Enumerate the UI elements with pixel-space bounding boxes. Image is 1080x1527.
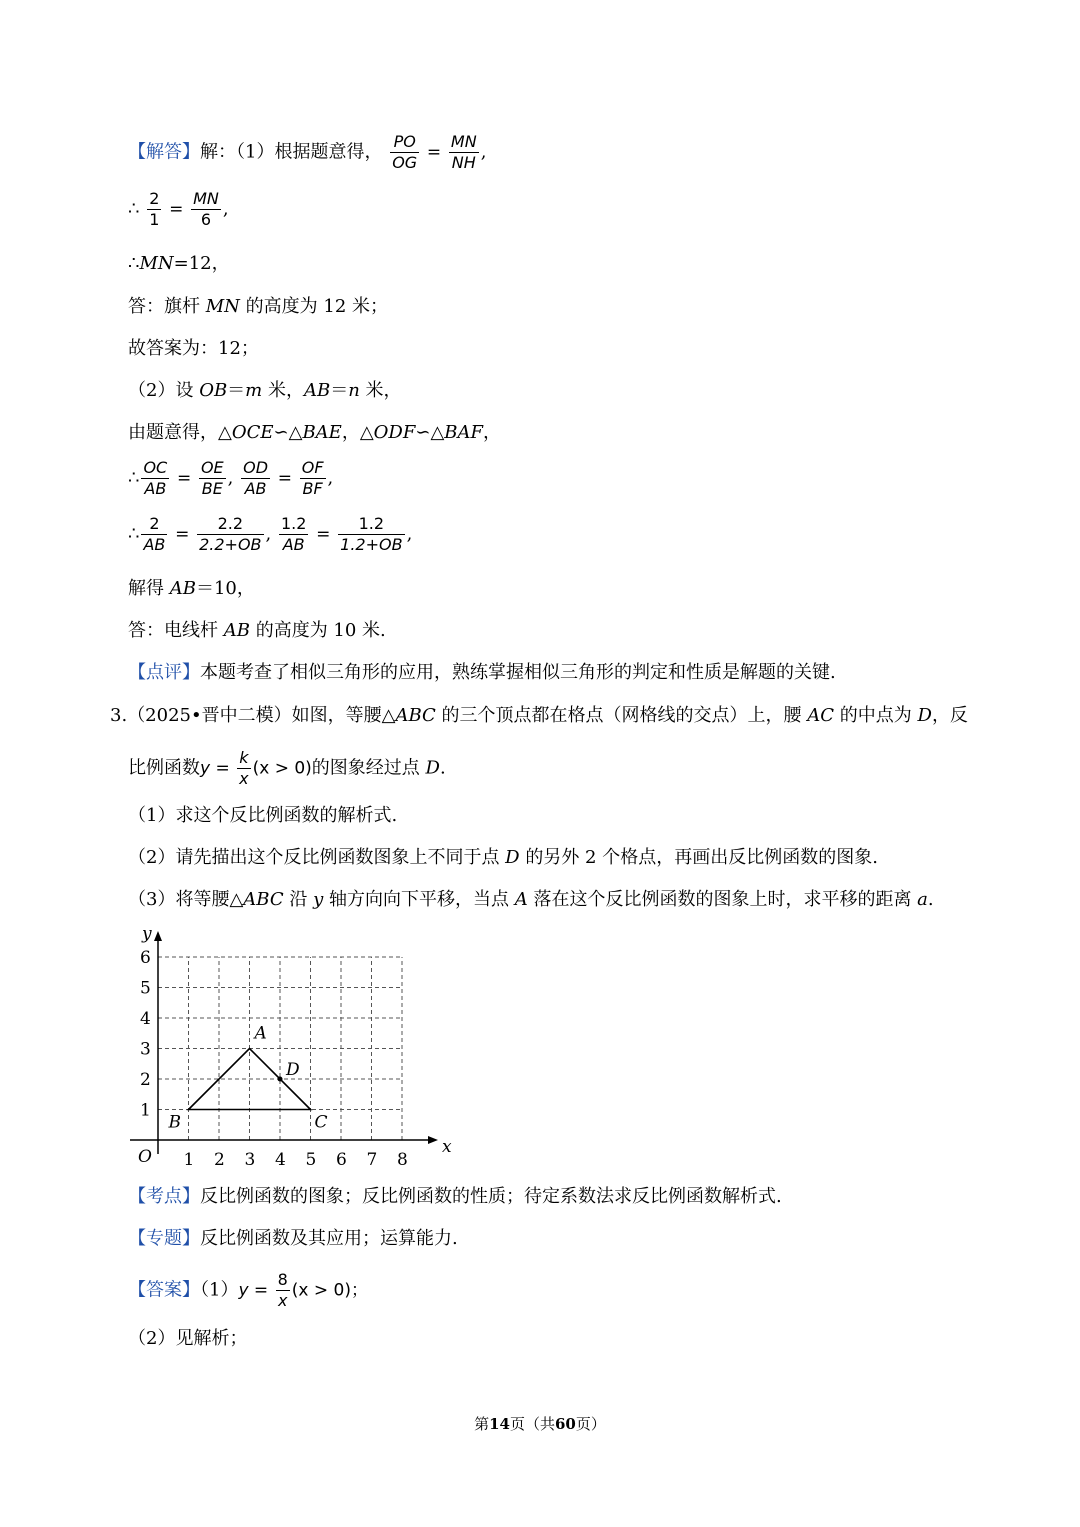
- x-tick-label: 8: [397, 1150, 408, 1170]
- solution-line-3: ∴MN=12，: [128, 253, 230, 274]
- var: BAF: [444, 422, 484, 443]
- x-tick-label: 7: [366, 1150, 378, 1170]
- text: 的中点为: [834, 705, 918, 726]
- solution-line-7: [128, 420, 501, 446]
- solution-line-8: ∴ $\frac{OC}{AB}$ = $\frac{OE}{BE}$ , $\frac{OD}{AB}$ = $\frac{OF}{BF}$ ,: [128, 458, 334, 498]
- question-number: 3.: [110, 705, 128, 726]
- denominator: 1.2+OB: [340, 535, 403, 554]
- x-tick-label: 6: [336, 1150, 347, 1170]
- x-axis-label: x: [442, 1137, 452, 1157]
- text: ＝: [330, 380, 349, 401]
- text: （3）将等腰△: [128, 889, 244, 910]
- denominator: BF: [302, 479, 323, 498]
- denominator: AB: [144, 479, 167, 498]
- text: （2）请先描出这个反比例函数图象上不同于点: [128, 847, 506, 868]
- y-tick-label: 5: [140, 978, 151, 999]
- var: OCE: [231, 422, 274, 443]
- y-tick-label: 4: [140, 1009, 151, 1029]
- numerator: OF: [301, 458, 324, 477]
- page-number: 14: [489, 1415, 510, 1433]
- text: 页（共: [509, 1415, 555, 1433]
- answer-line: [128, 1270, 368, 1311]
- kaodian-tag: 【考点】: [128, 1186, 200, 1207]
- denominator: OG: [392, 153, 418, 172]
- solution-line-2: [128, 189, 229, 230]
- solution-line-9: ∴ $\frac{2}{AB}$ = $\frac{2.2}{2.2+OB}$ , $\frac{1.2}{AB}$ = $\frac{1.2}{1.2+OB}$ ,: [128, 514, 413, 554]
- fraction-k-x: [237, 748, 250, 789]
- numerator: OC: [143, 458, 168, 477]
- text: 轴方向向下平移，当点: [323, 889, 515, 910]
- x-axis-arrow: [428, 1136, 438, 1144]
- equals: =: [277, 468, 292, 489]
- text: .: [927, 889, 934, 910]
- solution-line-1: [128, 132, 486, 173]
- denominator: AB: [244, 479, 267, 498]
- text: ，反: [931, 705, 968, 726]
- denominator: x: [277, 1291, 288, 1310]
- text: ＝10，: [195, 578, 255, 599]
- text: 由题意得，△: [128, 422, 232, 443]
- solution-line-5: 故答案为：12；: [128, 338, 259, 359]
- x-tick-label: 3: [244, 1150, 256, 1170]
- var: ABC: [395, 705, 436, 726]
- numerator: 2: [149, 189, 160, 208]
- numerator: k: [237, 748, 250, 769]
- answer-line-2: （2）见解析；: [128, 1328, 248, 1349]
- solution-line-11: [128, 618, 386, 644]
- y-tick-label: 6: [140, 948, 151, 968]
- point-d: [278, 1077, 283, 1082]
- answer-tag: 【答案】: [128, 1279, 200, 1301]
- fraction: [199, 458, 226, 499]
- fraction-2-1: [147, 189, 161, 230]
- equals: =: [175, 524, 190, 545]
- denominator: NH: [451, 153, 476, 172]
- x-tick-label: 1: [183, 1150, 195, 1170]
- text: ，△: [341, 422, 374, 443]
- equals: =: [176, 468, 192, 489]
- y-tick-label: 1: [140, 1100, 151, 1121]
- question-3-line-1: [110, 703, 968, 729]
- text: 的高度为 10 米.: [249, 620, 386, 641]
- fraction: [141, 514, 167, 555]
- question-3-part-1: （1）求这个反比例函数的解析式.: [128, 805, 398, 826]
- fraction: [279, 514, 308, 555]
- numerator: OD: [243, 458, 269, 477]
- point-label-b: B: [168, 1112, 181, 1133]
- question-3-part-3: [128, 887, 934, 913]
- text: ＝: [227, 380, 246, 401]
- solution-line-6: [128, 378, 402, 404]
- var: AB: [169, 578, 196, 599]
- zhuanti-tag: 【专题】: [128, 1228, 200, 1249]
- point-label-a: A: [254, 1023, 267, 1044]
- coordinate-grid-figure: [122, 918, 452, 1170]
- denominator: AB: [143, 535, 166, 554]
- denominator: AB: [282, 535, 305, 554]
- var: y: [313, 889, 324, 910]
- numerator: 2: [141, 514, 167, 535]
- numerator: 8: [277, 1270, 288, 1289]
- x-tick-label: 4: [275, 1150, 286, 1170]
- zhuanti-text: 反比例函数及其应用；运算能力.: [200, 1228, 458, 1249]
- text: 沿: [283, 889, 314, 910]
- comma: ,: [480, 141, 487, 163]
- denominator: 2.2+OB: [199, 535, 262, 554]
- var: AB: [223, 620, 250, 641]
- text: 答：电线杆: [128, 620, 224, 641]
- fraction-mn-nh: [449, 132, 479, 173]
- y-axis-arrow: [154, 931, 162, 941]
- domain-condition: (x > 0)；: [291, 1280, 368, 1301]
- comment-text: 本题考查了相似三角形的应用，熟练掌握相似三角形的判定和性质是解题的关键.: [200, 662, 836, 683]
- text: （2）设: [128, 380, 200, 401]
- text: 解得: [128, 578, 170, 599]
- text: 答：旗杆: [128, 296, 206, 317]
- y-axis-label: y: [142, 924, 152, 944]
- text: 第: [474, 1415, 490, 1433]
- numerator: 1.2: [280, 514, 307, 533]
- text: ∽△: [415, 422, 445, 443]
- var: A: [514, 889, 528, 910]
- var: a: [917, 889, 928, 910]
- var: ODF: [373, 422, 416, 443]
- x-tick-label: 2: [214, 1150, 225, 1170]
- y-tick-label: 2: [140, 1070, 151, 1090]
- var: AC: [807, 705, 835, 726]
- text: （1）: [200, 1279, 239, 1301]
- text: 的高度为 12 米；: [239, 296, 388, 317]
- solution-intro: 解：（1）根据题意得，: [200, 141, 383, 163]
- var: OB: [199, 380, 228, 401]
- fraction: [241, 458, 270, 499]
- denominator: BE: [201, 479, 223, 498]
- text: 比例函数: [128, 757, 200, 779]
- comment-line: [128, 660, 836, 686]
- text: ，: [483, 422, 502, 443]
- var: ABC: [243, 889, 284, 910]
- total-pages: 60: [555, 1415, 576, 1433]
- text: .: [439, 757, 446, 779]
- var-y: y: [238, 1280, 249, 1301]
- question-3-line-2: [128, 748, 446, 789]
- denominator: 6: [200, 210, 212, 229]
- fraction-po-og: [390, 132, 419, 173]
- var: D: [917, 705, 932, 726]
- text: 米，: [359, 380, 402, 401]
- equals: =: [426, 142, 442, 163]
- fraction-8-x: [276, 1270, 290, 1311]
- equals: =: [169, 199, 184, 220]
- var: D: [425, 757, 440, 779]
- var: n: [348, 380, 360, 401]
- solution-tag: 【解答】: [128, 141, 200, 163]
- point-label-c: C: [314, 1112, 328, 1133]
- text: 的另外 2 个格点，再画出反比例函数的图象.: [519, 847, 878, 868]
- page-footer: [0, 1413, 1080, 1434]
- fraction: [338, 514, 404, 555]
- point-label-d: D: [286, 1060, 300, 1080]
- origin-label: O: [138, 1147, 152, 1167]
- therefore-symbol: ∴: [128, 198, 140, 220]
- numerator: MN: [450, 132, 477, 151]
- fraction-mn-6: [191, 189, 221, 230]
- denominator: x: [239, 769, 249, 788]
- text: 米，: [262, 380, 304, 401]
- text: 页）: [575, 1415, 606, 1433]
- denominator: 1: [149, 210, 160, 229]
- x-tick-label: 5: [305, 1150, 317, 1170]
- solution-line-4: [128, 294, 388, 320]
- numerator: MN: [193, 189, 219, 208]
- numerator: 2.2: [197, 514, 263, 535]
- equals: =: [248, 1280, 274, 1301]
- y-tick-label: 3: [140, 1039, 151, 1060]
- fraction: [300, 458, 326, 499]
- fraction: [141, 458, 169, 499]
- text: 的图象经过点: [311, 757, 426, 779]
- numerator: OE: [200, 458, 224, 477]
- comma: ,: [222, 198, 229, 220]
- fraction: [197, 514, 263, 555]
- equals: =: [210, 758, 236, 779]
- equals: =: [316, 524, 331, 545]
- comment-tag: 【点评】: [128, 662, 200, 683]
- text: 落在这个反比例函数的图象上时，求平移的距离: [527, 889, 918, 910]
- var: BAE: [302, 422, 342, 443]
- domain-condition: (x > 0): [252, 758, 312, 779]
- therefore-symbol: ∴: [128, 523, 140, 545]
- kaodian-text: 反比例函数的图象；反比例函数的性质；待定系数法求反比例函数解析式.: [200, 1186, 782, 1207]
- var: D: [505, 847, 520, 868]
- zhuanti-line: [128, 1226, 458, 1252]
- therefore-symbol: ∴: [128, 467, 140, 489]
- mn-value: =12，: [173, 253, 230, 274]
- text: ∽△: [273, 422, 303, 443]
- var-y: y: [200, 758, 211, 779]
- numerator: 1.2: [338, 514, 404, 535]
- text: 的三个顶点都在格点（网格线的交点）上，腰: [435, 705, 808, 726]
- solution-line-10: [128, 576, 255, 602]
- var-mn: MN: [139, 253, 174, 274]
- numerator: PO: [390, 132, 419, 153]
- question-3-part-2: [128, 845, 878, 871]
- text: （2025•晋中二模）如图，等腰△: [127, 705, 396, 726]
- var: AB: [303, 380, 331, 401]
- var-mn: MN: [205, 296, 240, 317]
- var: m: [245, 380, 263, 401]
- kaodian-line: [128, 1184, 782, 1210]
